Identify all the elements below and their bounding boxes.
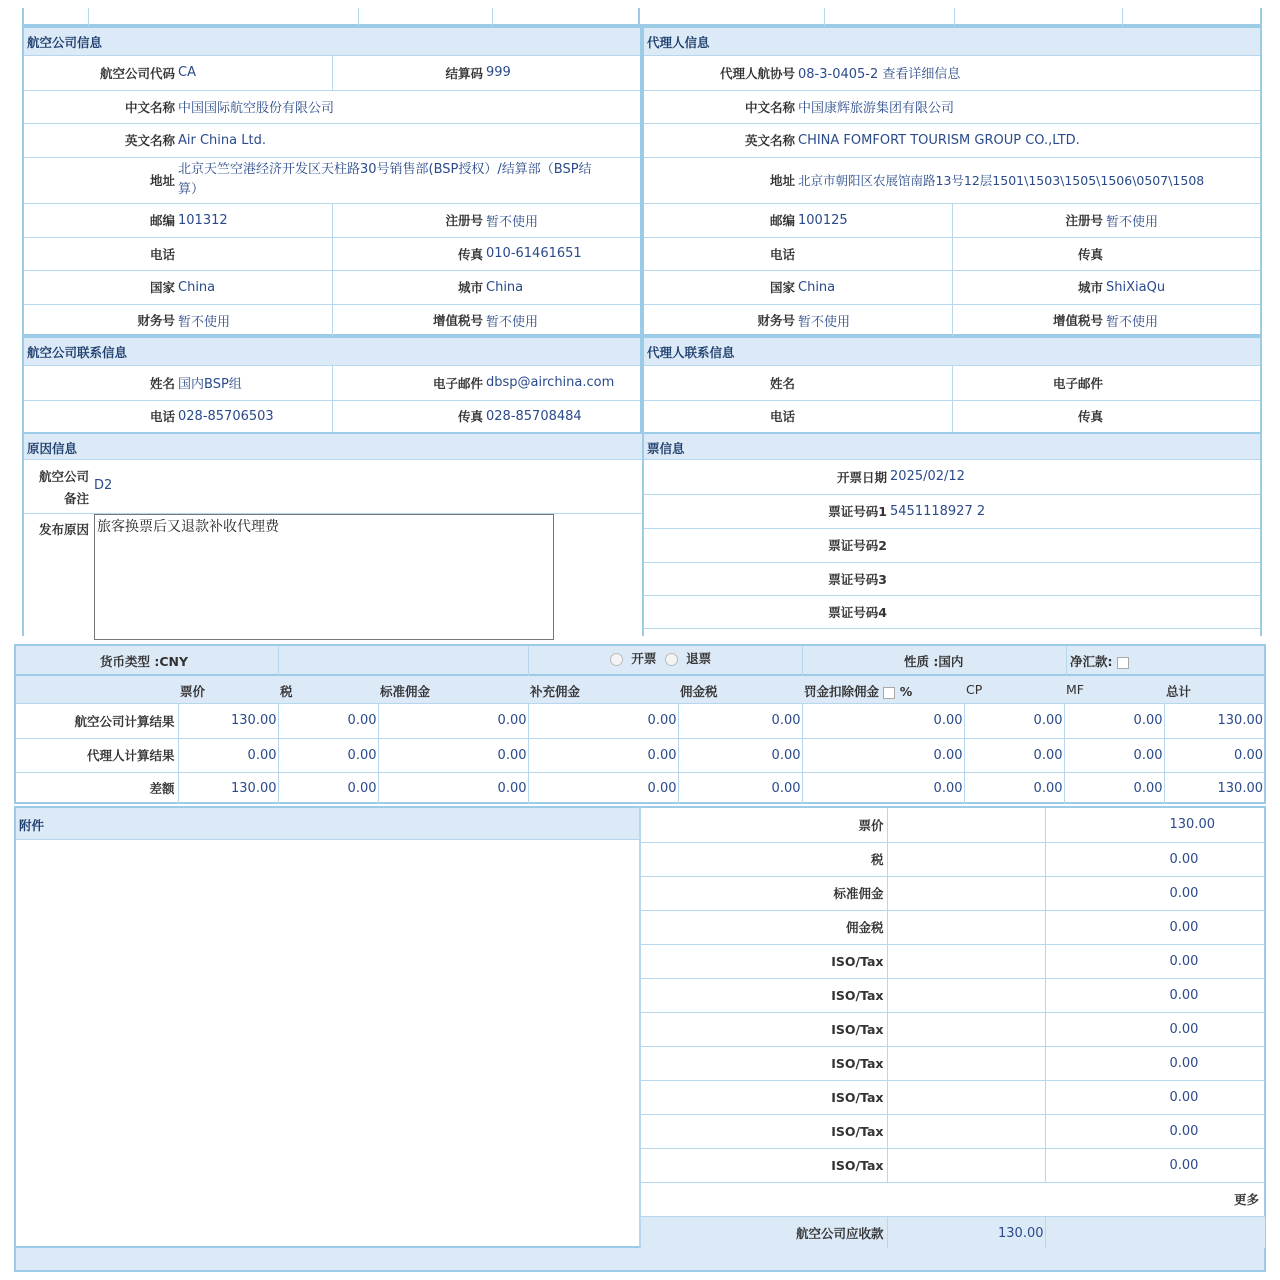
fax-value: 010-61461651 <box>486 246 582 261</box>
empty-cell <box>887 1148 1045 1182</box>
summary-value: 0.00 <box>1169 987 1199 1003</box>
cell: 0.00 <box>528 738 678 772</box>
agent-no: 08-3-0405-2 <box>798 67 879 83</box>
empty-cell <box>887 910 1045 944</box>
summary-label: ISO/Tax <box>641 1046 887 1080</box>
label: 姓名 <box>769 375 795 391</box>
summary-label: 税 <box>641 842 887 876</box>
label: 货币类型 : <box>100 654 160 669</box>
cell: 0.00 <box>678 772 802 804</box>
cell: 130.00 <box>178 772 278 804</box>
contact-email-value <box>1106 366 1260 400</box>
issue-label: 开票 <box>631 651 657 666</box>
cell: 0.00 <box>1064 704 1164 738</box>
label: 中文名称 <box>124 99 175 115</box>
empty-cell <box>887 944 1045 978</box>
cell: 130.00 <box>1217 713 1263 729</box>
ticket-table <box>644 460 1260 629</box>
phone-value <box>178 237 332 270</box>
col-header-text: 罚金扣除佣金 <box>804 684 880 699</box>
label: 开票日期 <box>836 469 887 485</box>
row-label: 差额 <box>16 772 178 804</box>
ticket-no-2-value <box>890 528 1260 562</box>
label: 备注 <box>63 491 89 506</box>
attachment-panel <box>14 806 640 1248</box>
label: 发布原因 <box>38 522 89 537</box>
label: 性质 : <box>904 654 939 669</box>
summary-value: 0.00 <box>1169 885 1199 901</box>
label: 票证号码3 <box>828 571 887 587</box>
label: 电话 <box>149 246 175 262</box>
bottom-strip <box>14 1248 1266 1272</box>
label: 财务号 <box>137 313 175 329</box>
label: 传真 <box>1077 246 1103 262</box>
summary-panel <box>640 806 1266 1248</box>
summary-row <box>641 808 1265 842</box>
label: 姓名 <box>149 375 175 391</box>
cell: 0.00 <box>278 772 378 804</box>
row-label: 代理人计算结果 <box>16 738 178 772</box>
col-header: CP <box>966 682 983 697</box>
summary-row <box>641 944 1265 978</box>
country-value: China <box>798 270 952 304</box>
summary-label: 标准佣金 <box>641 876 887 910</box>
en-name-value: Air China Ltd. <box>178 132 266 148</box>
more-link[interactable]: 更多 <box>1233 1192 1259 1207</box>
section-title: 航空公司联系信息 <box>24 338 640 366</box>
section-title: 原因信息 <box>24 434 642 460</box>
ticket-no-4-value <box>890 595 1260 628</box>
finance-value: 暂不使用 <box>178 304 332 336</box>
vat-value: 暂不使用 <box>486 314 539 330</box>
label: 中文名称 <box>744 99 795 115</box>
summary-label: ISO/Tax <box>641 1080 887 1114</box>
label: 电子邮件 <box>432 375 483 391</box>
empty-cell <box>887 808 1045 842</box>
label: 财务号 <box>757 313 795 329</box>
remark-row <box>24 460 642 514</box>
label: 传真 <box>1077 409 1103 425</box>
fax-value <box>1106 237 1260 270</box>
airline-contact-table <box>24 366 640 432</box>
label: 传真 <box>457 246 483 262</box>
currency-value: CNY <box>159 654 189 669</box>
cell: 0.00 <box>1064 772 1164 804</box>
cell: 0.00 <box>1234 747 1263 763</box>
summary-label: ISO/Tax <box>641 1114 887 1148</box>
cell: 0.00 <box>802 772 964 804</box>
airline-info-table <box>24 56 640 336</box>
label: 增值税号 <box>432 313 483 329</box>
col-header: 税 <box>280 684 293 699</box>
cell: 0.00 <box>964 704 1064 738</box>
contact-name-value: 国内BSP组 <box>178 366 332 400</box>
cell: 0.00 <box>528 772 678 804</box>
nature <box>904 652 963 670</box>
summary-row <box>641 1114 1265 1148</box>
receivable-label: 航空公司应收款 <box>641 1216 887 1250</box>
label: 票证号码4 <box>828 604 887 620</box>
label: 结算码 <box>445 65 483 81</box>
remark-label <box>24 466 92 510</box>
row-label: 航空公司计算结果 <box>16 704 178 738</box>
summary-value: 0.00 <box>1169 1055 1199 1071</box>
label: 城市 <box>1077 280 1103 295</box>
cell: 0.00 <box>378 772 528 804</box>
cell: 0.00 <box>178 738 278 772</box>
label: 国家 <box>149 280 175 295</box>
label: 地址 <box>149 173 175 188</box>
cell: 0.00 <box>964 772 1064 804</box>
summary-value: 0.00 <box>1169 1123 1199 1139</box>
summary-label: 佣金税 <box>641 910 887 944</box>
summary-value: 0.00 <box>1169 851 1199 867</box>
net-remit <box>1070 652 1129 670</box>
cn-name-value: 中国康辉旅游集团有限公司 <box>798 101 955 116</box>
summary-value: 0.00 <box>1169 953 1199 969</box>
col-header: 补充佣金 <box>530 684 581 699</box>
top-strip <box>24 8 1260 26</box>
label: 票证号码1 <box>828 504 887 519</box>
label: 邮编 <box>149 213 175 228</box>
table-row <box>16 772 1264 804</box>
phone-value <box>798 237 952 270</box>
label: 英文名称 <box>124 133 175 148</box>
contact-phone-value: 028-85706503 <box>178 400 332 432</box>
summary-row <box>641 1148 1265 1182</box>
label: 增值税号 <box>1052 313 1103 329</box>
nature-value: 国内 <box>938 654 964 669</box>
contact-phone-value <box>798 400 952 432</box>
section-title: 代理人信息 <box>644 28 1260 56</box>
col-header <box>804 682 912 700</box>
cell: 130.00 <box>178 704 278 738</box>
finance-value: 暂不使用 <box>798 304 952 336</box>
summary-table <box>641 808 1265 1250</box>
reg-value: 暂不使用 <box>1106 214 1159 230</box>
refund-label: 退票 <box>686 651 712 666</box>
col-header: 佣金税 <box>680 684 718 699</box>
address-line: 算） <box>178 182 205 197</box>
agent-info-panel <box>642 26 1262 336</box>
empty-cell <box>887 1114 1045 1148</box>
summary-row <box>641 910 1265 944</box>
summary-label: ISO/Tax <box>641 978 887 1012</box>
label: 电话 <box>149 409 175 425</box>
ticket-no-3-value <box>890 562 1260 595</box>
city-value: ShiXiaQu <box>1106 279 1166 295</box>
cell: 0.00 <box>964 738 1064 772</box>
summary-value: 0.00 <box>1169 1157 1199 1173</box>
col-header: 标准佣金 <box>380 684 431 699</box>
cell: 0.00 <box>278 704 378 738</box>
col-header: 票价 <box>180 684 206 699</box>
cell: 0.00 <box>278 738 378 772</box>
empty-cell <box>887 1012 1045 1046</box>
calc-panel <box>14 644 1266 804</box>
label: 航空公司代码 <box>99 65 175 81</box>
summary-label: ISO/Tax <box>641 944 887 978</box>
penalty-checkbox[interactable] <box>883 687 895 699</box>
empty-cell <box>887 842 1045 876</box>
airline-code-value: CA <box>178 56 332 90</box>
reg-value: 暂不使用 <box>486 214 539 230</box>
label: 票证号码2 <box>828 538 887 553</box>
en-name-value: CHINA FOMFORT TOURISM GROUP CO.,LTD. <box>798 132 1080 148</box>
address-line: 北京天竺空港经济开发区天柱路30号销售部(BSP授权）/结算部（BSP结 <box>178 162 592 177</box>
address-value: 北京市朝阳区农展馆南路13号12层1501\1503\1505\1506\0507\1508 <box>798 173 1205 188</box>
contact-name-value <box>798 366 952 400</box>
label: 航空公司 <box>38 469 89 484</box>
more-row <box>641 1182 1265 1216</box>
empty-cell <box>887 1080 1045 1114</box>
cell: 0.00 <box>802 738 964 772</box>
section-title: 附件 <box>16 808 639 840</box>
settle-code-value: 999 <box>486 65 511 81</box>
issue-date-value: 2025/02/12 <box>890 469 965 485</box>
empty-cell <box>887 1046 1045 1080</box>
calc-header-bar <box>16 646 1264 676</box>
label: 英文名称 <box>744 133 795 148</box>
city-value: China <box>486 279 524 295</box>
vat-value: 暂不使用 <box>1106 314 1159 330</box>
label: 地址 <box>769 173 795 188</box>
remark-value: D2 <box>94 478 113 493</box>
label: 城市 <box>457 280 483 295</box>
section-title: 代理人联系信息 <box>644 338 1260 366</box>
label: 净汇款: <box>1070 654 1113 669</box>
summary-row <box>641 876 1265 910</box>
airline-contact-panel <box>22 336 642 434</box>
zip-value: 100125 <box>798 203 952 237</box>
cell: 0.00 <box>802 704 964 738</box>
reason-textarea[interactable] <box>94 514 554 640</box>
airline-info-panel <box>22 26 642 336</box>
view-detail-link[interactable]: 查看详细信息 <box>882 67 961 83</box>
label: 电话 <box>769 409 795 425</box>
label: 注册号 <box>1065 213 1103 228</box>
receivable-row <box>641 1216 1265 1250</box>
label: 国家 <box>769 280 795 295</box>
ticket-no-1-value: 5451118927 2 <box>890 503 986 519</box>
summary-row <box>641 978 1265 1012</box>
col-header: MF <box>1066 682 1084 697</box>
label: 电话 <box>769 246 795 262</box>
cell: 0.00 <box>378 738 528 772</box>
summary-value: 0.00 <box>1169 1021 1199 1037</box>
address-value <box>178 157 640 203</box>
summary-row <box>641 1046 1265 1080</box>
cell: 0.00 <box>678 738 802 772</box>
section-title: 票信息 <box>644 434 1260 460</box>
cell: 0.00 <box>378 704 528 738</box>
zip-value: 101312 <box>178 203 332 237</box>
label: 传真 <box>457 409 483 425</box>
summary-row <box>641 1012 1265 1046</box>
label: 邮编 <box>769 213 795 228</box>
reason-info-panel <box>22 434 642 636</box>
summary-label: 票价 <box>641 808 887 842</box>
receivable-value: 130.00 <box>887 1216 1045 1250</box>
calc-column-headers <box>16 676 1264 704</box>
agent-no-value <box>798 56 1260 90</box>
cell: 0.00 <box>528 704 678 738</box>
summary-label: ISO/Tax <box>641 1012 887 1046</box>
table-row <box>16 738 1264 772</box>
issue-refund-group <box>610 649 711 667</box>
summary-row <box>641 842 1265 876</box>
agent-contact-panel <box>642 336 1262 434</box>
empty-cell <box>887 876 1045 910</box>
calc-table <box>16 704 1264 804</box>
agent-info-table <box>644 56 1260 336</box>
empty-cell <box>887 978 1045 1012</box>
issue-radio[interactable] <box>610 653 623 666</box>
label: 注册号 <box>445 213 483 228</box>
label: 代理人航协号 <box>719 65 795 81</box>
percent-label: % <box>899 684 913 699</box>
summary-label: ISO/Tax <box>641 1148 887 1182</box>
summary-row <box>641 1080 1265 1114</box>
col-header: 总计 <box>1166 684 1192 699</box>
agent-contact-table <box>644 366 1260 432</box>
refund-radio[interactable] <box>665 653 678 666</box>
cell: 0.00 <box>678 704 802 738</box>
contact-fax-value <box>1106 400 1260 432</box>
country-value: China <box>178 270 332 304</box>
summary-value: 0.00 <box>1169 919 1199 935</box>
summary-value: 130.00 <box>1169 817 1215 833</box>
label: 电子邮件 <box>1052 375 1103 391</box>
net-remit-checkbox[interactable] <box>1117 657 1129 669</box>
currency-type <box>100 652 188 670</box>
table-row <box>16 704 1264 738</box>
ticket-info-panel <box>642 434 1262 636</box>
contact-email-value: dbsp@airchina.com <box>486 375 615 391</box>
cell: 130.00 <box>1217 780 1263 796</box>
cn-name-value: 中国国际航空股份有限公司 <box>178 101 335 116</box>
section-title: 航空公司信息 <box>24 28 640 56</box>
summary-value: 0.00 <box>1169 1089 1199 1105</box>
cell: 0.00 <box>1064 738 1164 772</box>
contact-fax-value: 028-85708484 <box>486 408 582 424</box>
empty-cell <box>1045 1216 1265 1250</box>
